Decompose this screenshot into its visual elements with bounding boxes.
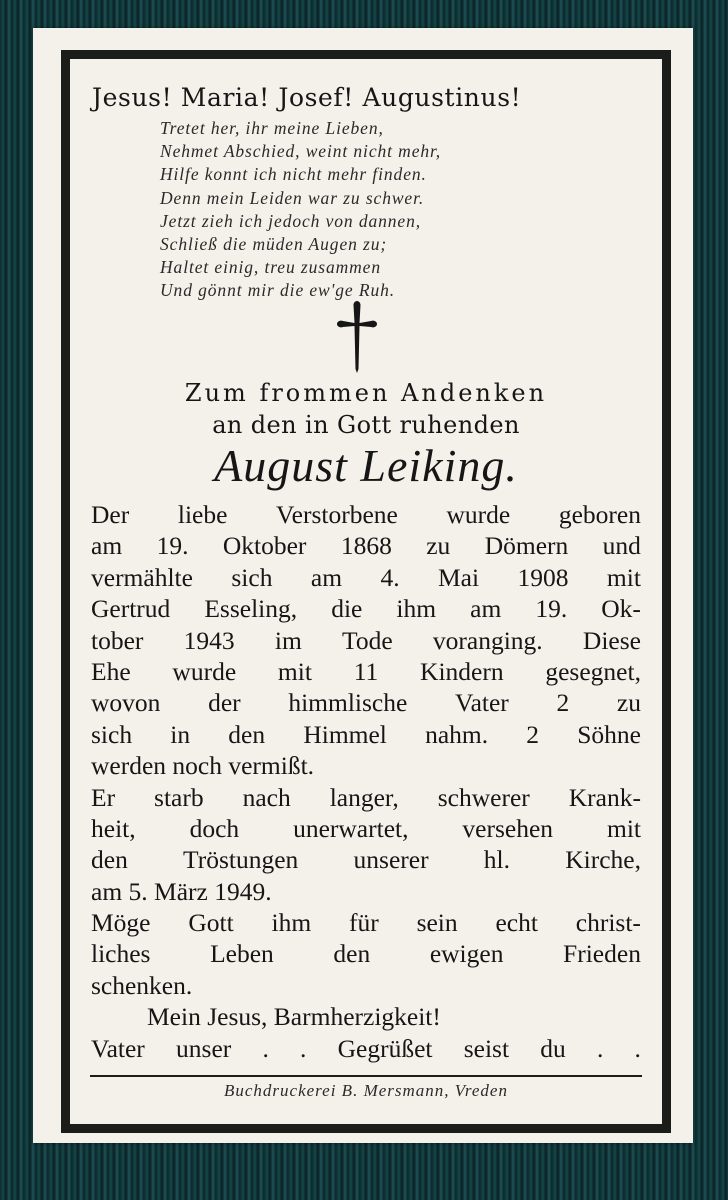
- bio-word: Vater: [91, 1033, 145, 1063]
- bio-line: [91, 625, 641, 656]
- bio-word: Vater: [454, 688, 509, 718]
- bio-word: Frieden: [563, 939, 641, 969]
- bio-word: .: [634, 1033, 641, 1063]
- bio-word: seist: [463, 1033, 510, 1063]
- bio-word: 1908: [517, 562, 569, 592]
- bio-line: [91, 907, 641, 938]
- bio-word: Kindern: [420, 656, 504, 686]
- bio-word: Kirche,: [565, 845, 641, 875]
- bio-word: Tröstungen: [183, 845, 299, 875]
- bio-word: Gertrud: [91, 594, 171, 624]
- bio-word: Dömern: [484, 531, 569, 561]
- black-border-frame: [61, 50, 671, 1133]
- poem-line: Haltet einig, treu zusammen: [160, 257, 381, 278]
- poem-line: Und gönnt mir die ew'ge Ruh.: [160, 280, 396, 301]
- printer-credit: Buchdruckerei B. Mersmann, Vreden: [224, 1081, 508, 1100]
- bio-word: wurde: [446, 500, 511, 529]
- bio-word: den: [333, 939, 371, 969]
- bio-word: sich: [91, 719, 133, 749]
- bio-word: im: [274, 625, 302, 655]
- memorial-line-1: Zum frommen Andenken: [184, 379, 548, 407]
- poem-line: Jetzt zieh ich jedoch von dannen,: [160, 210, 422, 231]
- bio-word: christ-: [575, 908, 641, 938]
- bio-word: unserer: [353, 845, 429, 875]
- bio-word: für: [349, 908, 379, 938]
- bio-word: .: [262, 1033, 269, 1063]
- bio-word: ihm: [396, 594, 437, 624]
- bio-line: [91, 562, 641, 593]
- bio-word: liches: [91, 939, 151, 969]
- bio-word: du: [540, 1033, 566, 1063]
- bio-word: in: [170, 719, 191, 749]
- bio-word: wurde: [172, 656, 237, 686]
- bio-line: Mein Jesus, Barmherzigkeit!: [147, 1002, 441, 1032]
- bio-word: 19.: [535, 594, 568, 624]
- bio-word: starb: [154, 782, 204, 812]
- bio-word: mit: [606, 813, 641, 843]
- bio-word: Gegrüßet: [337, 1033, 433, 1063]
- bio-word: unerwartet,: [293, 813, 409, 843]
- biography-text: [91, 499, 641, 1064]
- bio-line: [91, 687, 641, 718]
- bio-word: Verstorbene: [276, 500, 398, 529]
- bio-word: Möge: [91, 908, 151, 938]
- bio-word: am: [310, 562, 343, 592]
- bio-word: Gott: [188, 908, 234, 938]
- bio-line: [91, 1033, 641, 1064]
- poem-line: Nehmet Abschied, weint nicht mehr,: [160, 141, 442, 162]
- bio-line: am 5. März 1949.: [91, 876, 272, 906]
- bio-line: [91, 938, 641, 969]
- bio-word: Ok-: [601, 594, 641, 624]
- bio-line: [91, 719, 641, 750]
- bio-word: doch: [189, 813, 240, 843]
- bio-line: werden noch vermißt.: [91, 751, 315, 781]
- cross-icon: [335, 299, 379, 374]
- bio-word: Oktober: [222, 531, 307, 561]
- poem-line: Schließ die müden Augen zu;: [160, 234, 388, 255]
- bio-word: 1868: [340, 531, 392, 561]
- bio-word: am: [470, 594, 502, 624]
- bio-word: Mai: [438, 562, 480, 592]
- bio-word: Leben: [210, 939, 274, 969]
- card-content: [70, 59, 662, 1124]
- bio-word: vermählte: [91, 562, 193, 592]
- bio-word: sein: [416, 908, 458, 938]
- poem-line: Tretet her, ihr meine Lieben,: [160, 118, 384, 138]
- bio-word: 4.: [380, 562, 400, 592]
- bio-word: unser: [176, 1033, 232, 1063]
- bio-word: .: [300, 1033, 307, 1063]
- bio-word: Er: [91, 782, 116, 812]
- deceased-name: August Leiking.: [214, 440, 518, 491]
- bio-word: .: [596, 1033, 604, 1063]
- bio-word: sich: [231, 562, 273, 592]
- bio-line: [91, 782, 641, 813]
- bio-line: [91, 844, 641, 875]
- bio-word: mit: [277, 656, 312, 686]
- bio-word: am: [91, 531, 123, 561]
- bio-word: gesegnet,: [545, 656, 641, 686]
- bio-line: schenken.: [91, 970, 193, 1000]
- bio-word: Söhne: [577, 719, 641, 749]
- bio-word: langer,: [329, 782, 399, 812]
- bio-word: Tode: [342, 625, 393, 655]
- bio-word: liebe: [177, 500, 228, 529]
- bio-word: Der: [91, 500, 130, 529]
- bio-word: Himmel: [303, 719, 387, 749]
- bio-word: der: [208, 688, 241, 718]
- bio-word: 11: [353, 656, 379, 686]
- bio-word: nach: [242, 782, 291, 812]
- bio-word: geboren: [558, 500, 641, 529]
- bio-line: [91, 813, 641, 844]
- bio-word: himmlische: [288, 688, 408, 718]
- footer-divider: [90, 1075, 642, 1077]
- bio-word: ewigen: [429, 939, 504, 969]
- bio-word: 2: [556, 688, 570, 718]
- bio-line: [91, 530, 641, 561]
- bio-word: voranging.: [432, 625, 543, 655]
- bio-word: echt: [495, 908, 538, 938]
- bio-word: den: [228, 719, 266, 749]
- bio-word: Diese: [582, 625, 641, 655]
- poem-line: Hilfe konnt ich nicht mehr finden.: [160, 164, 427, 185]
- bio-word: und: [602, 531, 641, 561]
- bio-word: zu: [426, 531, 451, 561]
- bio-word: 2: [526, 719, 540, 749]
- invocation-heading: Jesus! Maria! Josef! Augustinus!: [92, 83, 522, 112]
- bio-word: hl.: [483, 845, 510, 875]
- bio-word: 1943: [183, 625, 235, 655]
- bio-line: [91, 656, 641, 687]
- poem-line: Denn mein Leiden war zu schwer.: [160, 187, 425, 208]
- bio-word: zu: [616, 688, 641, 718]
- bio-word: Esseling,: [204, 594, 298, 624]
- bio-word: mit: [606, 562, 641, 592]
- bio-word: versehen: [462, 813, 554, 843]
- prayer-card: [33, 28, 693, 1143]
- bio-word: ihm: [271, 908, 312, 938]
- bio-word: Ehe: [91, 656, 131, 686]
- bio-word: Krank-: [568, 782, 641, 812]
- bio-word: heit,: [91, 813, 136, 843]
- farewell-poem: [160, 117, 600, 303]
- bio-word: tober: [91, 625, 144, 655]
- memorial-line-2: an den in Gott ruhenden: [212, 411, 520, 439]
- bio-word: 19.: [156, 531, 189, 561]
- bio-word: nahm.: [425, 719, 489, 749]
- bio-word: schwerer: [437, 782, 530, 812]
- bio-line: [91, 499, 641, 530]
- bio-word: den: [91, 845, 128, 875]
- bio-word: die: [331, 594, 363, 624]
- bio-line: [91, 593, 641, 624]
- bio-word: wovon: [91, 688, 161, 718]
